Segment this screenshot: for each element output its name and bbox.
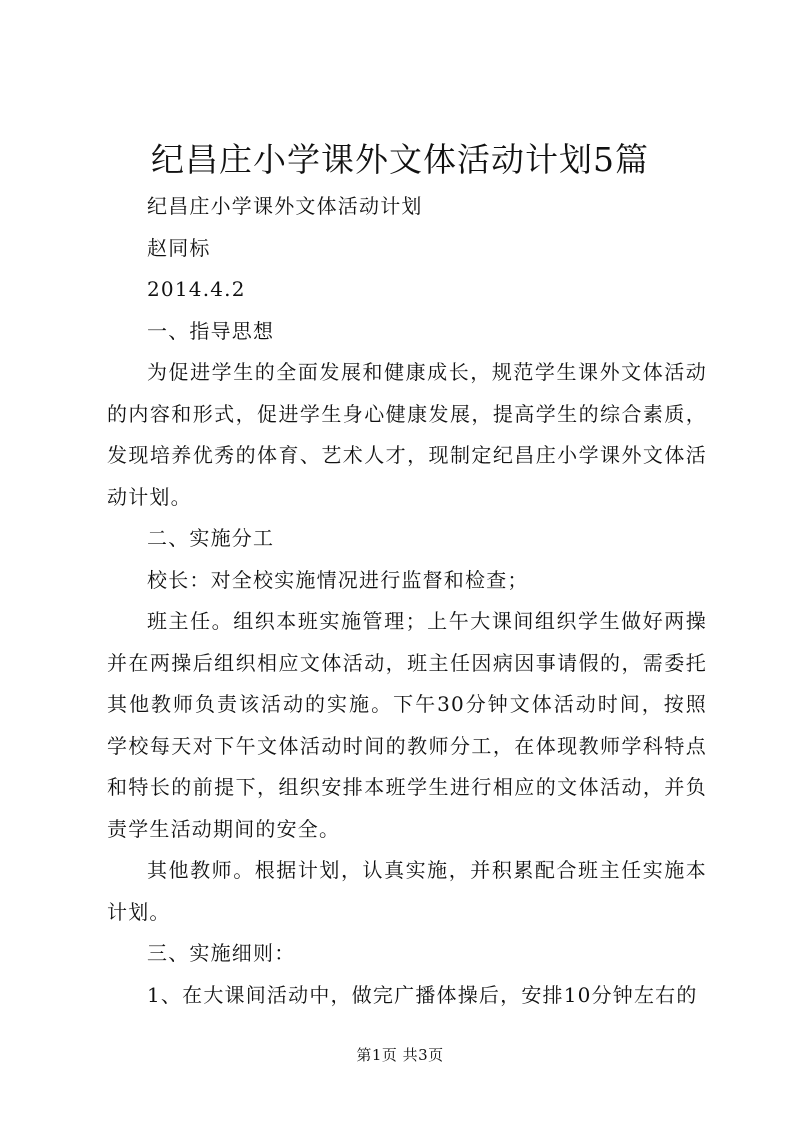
author: 赵同标 bbox=[147, 235, 211, 260]
paragraph-class-teacher: 班主任。组织本班实施管理；上午大课间组织学生做好两操并在两操后组织相应文体活动，班主任因病因事请假的，需委托其他教师负责该活动的实施。下午30分钟文体活动时间，按照学校每天对下午文体活动时间的教师分工，在体现教师学科特点和特长的前提下，组织安排本班学生进行相应的文体活动，并负责学生活动期间的安全。 bbox=[107, 609, 707, 841]
document-body bbox=[107, 186, 707, 1016]
paragraph-detail-1: 1、在大课间活动中，做完广播体操后，安排10分钟左右的 bbox=[147, 982, 698, 1007]
paragraph-purpose: 为促进学生的全面发展和健康成长，规范学生课外文体活动的内容和形式，促进学生身心健康发展，提高学生的综合素质，发现培养优秀的体育、艺术人才，现制定纪昌庄小学课外文体活动计划。 bbox=[107, 360, 707, 509]
subtitle: 纪昌庄小学课外文体活动计划 bbox=[147, 194, 423, 218]
document-title: 纪昌庄小学课外文体活动计划5篇 bbox=[151, 140, 649, 179]
paragraph-principal: 校长：对全校实施情况进行监督和检查； bbox=[147, 567, 529, 592]
paragraph-other-teachers: 其他教师。根据计划，认真实施，并积累配合班主任实施本计划。 bbox=[107, 858, 707, 924]
section-heading-division-of-work: 二、实施分工 bbox=[147, 526, 275, 550]
section-heading-implementation-details: 三、实施细则： bbox=[147, 941, 296, 965]
page-footer: 第1页 共3页 bbox=[356, 1046, 444, 1064]
section-heading-guiding-principle: 一、指导思想 bbox=[147, 318, 275, 343]
date: 2014.4.2 bbox=[147, 277, 246, 301]
